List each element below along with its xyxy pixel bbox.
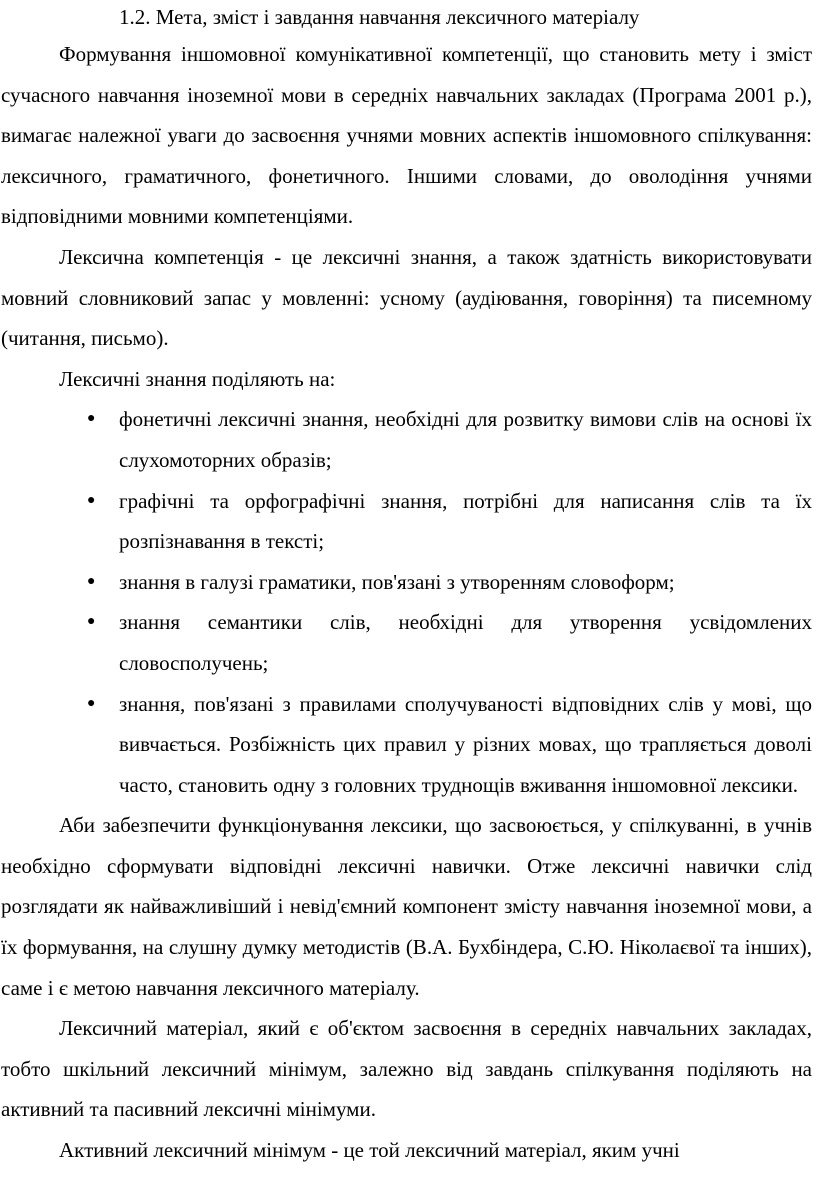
list-item-text: знання в галузі граматики, пов'язані з утворенням словоформ; <box>119 569 675 594</box>
bullet-icon: ● <box>87 573 96 589</box>
list-item <box>87 684 812 806</box>
paragraph-lexical-minimum: Лексичний матеріал, який є об'єктом засвоєння в середніх навчальних закладах, тобто шкільний лексичний мінімум, залежно від завдань спілкування поділяють на активний та пасивний лексичні мінімуми. <box>1 1016 812 1122</box>
list-item <box>87 399 812 480</box>
paragraph-lexical-skills: Аби забезпечити функціонування лексики, що засвоюється, у спілкуванні, в учнів необхідно сформувати відповідні лексичні навички. Отже лексичні навички слід розглядати як найважливіший і невід'ємний компонент змісту навчання іноземної мови, а їх формування, на слушну думку методистів (В.А. Бухбіндера, С.Ю. Ніколаєвої та інших), саме і є метою навчання лексичного матеріалу. <box>1 813 812 1000</box>
lexical-knowledge-list <box>1 399 812 805</box>
list-item <box>87 481 812 562</box>
bullet-icon: ● <box>87 614 96 630</box>
paragraph-active-minimum: Активний лексичний мінімум - це той лексичний матеріал, яким учні <box>59 1138 680 1163</box>
paragraph-lexical-knowledge-intro: Лексичні знання поділяють на: <box>59 366 336 391</box>
bullet-icon: ● <box>87 411 96 427</box>
list-item <box>87 602 812 683</box>
paragraph-communicative-competence: Формування іншомовної комунікативної компетенції, що становить мету і зміст сучасного навчання іноземної мови в середніх навчальних закладах (Програма 2001 р.), вимагає належної уваги до засвоєння учнями мовних аспектів іншомовного спілкування: лексичного, граматичного, фонетичного. Іншими словами, до оволодіння учнями відповідними мовними компетенціями. <box>1 42 812 229</box>
list-item-text: знання семантики слів, необхідні для утворення усвідомлених словосполучень; <box>119 610 812 675</box>
bullet-icon: ● <box>87 695 96 711</box>
list-item-text: знання, пов'язані з правилами сполучуваності відповідних слів у мові, що вивчається. Розбіжність цих правил у різних мовах, що трапляється доволі часто, становить одну з головних труднощів вживання іншомовної лексики. <box>119 691 812 797</box>
list-item-text: фонетичні лексичні знання, необхідні для розвитку вимови слів на основі їх слухомоторних образів; <box>119 407 812 472</box>
paragraph-lexical-competence: Лексична компетенція - це лексичні знання, а також здатність використовувати мовний словниковий запас у мовленні: усному (аудіювання, говоріння) та писемному (читання, письмо). <box>1 244 812 351</box>
bullet-icon: ● <box>87 492 96 508</box>
section-heading: 1.2. Мета, зміст і завдання навчання лексичного матеріалу <box>119 5 640 29</box>
list-item <box>87 562 812 603</box>
list-item-text: графічні та орфографічні знання, потрібні для написання слів та їх розпізнавання в тексті; <box>119 488 812 554</box>
